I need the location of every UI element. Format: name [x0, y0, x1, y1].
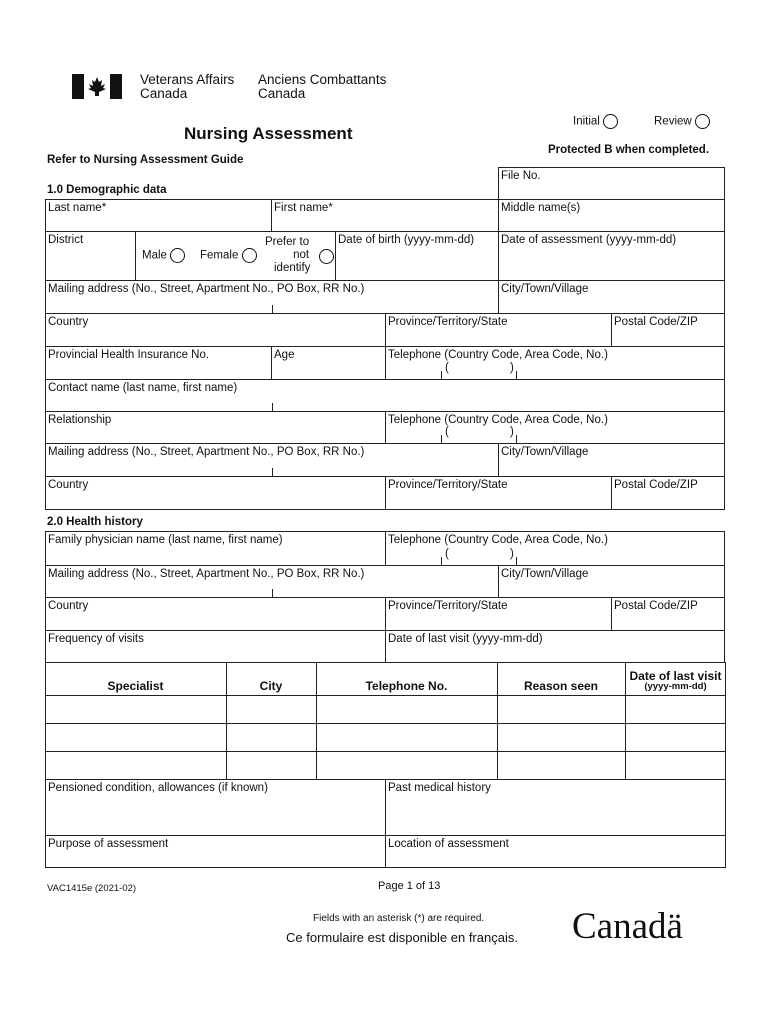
male-radio[interactable]	[170, 248, 185, 263]
location-of-assessment-field[interactable]: Location of assessment	[385, 835, 726, 868]
physician-postal-code-field[interactable]: Postal Code/ZIP	[611, 597, 725, 631]
relationship-field[interactable]: Relationship	[45, 411, 386, 444]
first-name-field[interactable]: First name*	[271, 199, 499, 232]
canada-wordmark: Canadä	[572, 906, 683, 947]
french-note: Ce formulaire est disponible en français.	[286, 930, 518, 945]
province-field[interactable]: Province/Territory/State	[385, 313, 612, 347]
column-header-reason: Reason seen	[523, 679, 599, 693]
page-title: Nursing Assessment	[184, 124, 353, 143]
past-medical-history-field[interactable]: Past medical history	[385, 779, 726, 836]
telephone-field[interactable]: Telephone (Country Code, Area Code, No.) ( )	[385, 346, 725, 380]
contact-province-field[interactable]: Province/Territory/State	[385, 476, 612, 510]
city-field[interactable]: City/Town/Village	[498, 280, 725, 314]
date-of-birth-field[interactable]: Date of birth (yyyy-mm-dd)	[335, 231, 499, 281]
purpose-of-assessment-field[interactable]: Purpose of assessment	[45, 835, 386, 868]
initial-option[interactable]: Initial	[573, 114, 618, 129]
pensioned-condition-field[interactable]: Pensioned condition, allowances (if known)	[45, 779, 386, 836]
contact-name-field[interactable]: Contact name (last name, first name)	[45, 379, 725, 412]
last-visit-date-field[interactable]: Date of last visit (yyyy-mm-dd)	[385, 630, 725, 663]
contact-city-field[interactable]: City/Town/Village	[498, 443, 725, 477]
middle-name-field[interactable]: Middle name(s)	[498, 199, 725, 232]
review-option[interactable]: Review	[654, 114, 710, 129]
health-insurance-field[interactable]: Provincial Health Insurance No.	[45, 346, 272, 380]
physician-city-field[interactable]: City/Town/Village	[498, 565, 725, 598]
department-name-en: Veterans Affairs Canada	[140, 72, 235, 101]
last-name-field[interactable]: Last name*	[45, 199, 272, 232]
gender-group: Male Female Prefer to not identify	[135, 231, 336, 281]
female-option[interactable]: Female	[200, 248, 257, 263]
column-header-telephone: Telephone No.	[365, 679, 448, 693]
form-id: VAC1415e (2021-02)	[47, 883, 137, 894]
country-field[interactable]: Country	[45, 313, 386, 347]
table-row[interactable]	[45, 752, 726, 779]
visit-frequency-field[interactable]: Frequency of visits	[45, 630, 386, 663]
physician-province-field[interactable]: Province/Territory/State	[385, 597, 612, 631]
initial-radio[interactable]	[603, 114, 618, 129]
physician-telephone-field[interactable]: Telephone (Country Code, Area Code, No.) ( )	[385, 531, 725, 566]
physician-name-field[interactable]: Family physician name (last name, first name)	[45, 531, 386, 566]
table-row[interactable]	[45, 696, 726, 723]
female-radio[interactable]	[242, 248, 257, 263]
age-field[interactable]: Age	[271, 346, 386, 380]
physician-country-field[interactable]: Country	[45, 597, 386, 631]
page-number: Page 1 of 13	[378, 880, 441, 892]
contact-mailing-address-field[interactable]: Mailing address (No., Street, Apartment No., PO Box, RR No.)	[45, 443, 499, 477]
district-field[interactable]: District	[45, 231, 136, 281]
physician-mailing-address-field[interactable]: Mailing address (No., Street, Apartment No., PO Box, RR No.)	[45, 565, 499, 598]
specialist-table	[45, 662, 726, 780]
review-radio[interactable]	[695, 114, 710, 129]
postal-code-field[interactable]: Postal Code/ZIP	[611, 313, 725, 347]
date-of-assessment-field[interactable]: Date of assessment (yyyy-mm-dd)	[498, 231, 725, 281]
column-header-city: City	[259, 679, 283, 693]
flag-logo	[72, 74, 122, 99]
section-heading: 1.0 Demographic data	[47, 184, 167, 196]
prefer-not-radio[interactable]	[319, 249, 334, 264]
column-header-date-format: (yyyy-mm-dd)	[644, 681, 707, 692]
male-option[interactable]: Male	[142, 248, 185, 263]
mailing-address-field[interactable]: Mailing address (No., Street, Apartment No., PO Box, RR No.)	[45, 280, 499, 314]
protected-notice: Protected B when completed.	[548, 144, 710, 156]
contact-country-field[interactable]: Country	[45, 476, 386, 510]
contact-telephone-field[interactable]: Telephone (Country Code, Area Code, No.) ( )	[385, 411, 725, 444]
file-no-field[interactable]: File No.	[498, 167, 725, 200]
column-header-last-visit: Date of last visit	[629, 669, 722, 683]
guide-reference: Refer to Nursing Assessment Guide	[47, 154, 244, 166]
table-row[interactable]	[45, 724, 726, 751]
required-note: Fields with an asterisk (*) are required.	[313, 913, 485, 924]
column-header-specialist: Specialist	[107, 679, 164, 693]
contact-postal-code-field[interactable]: Postal Code/ZIP	[611, 476, 725, 510]
department-name-fr: Anciens Combattants Canada	[258, 72, 387, 101]
section-heading: 2.0 Health history	[47, 516, 143, 528]
prefer-not-label: Prefer to not	[265, 236, 310, 261]
